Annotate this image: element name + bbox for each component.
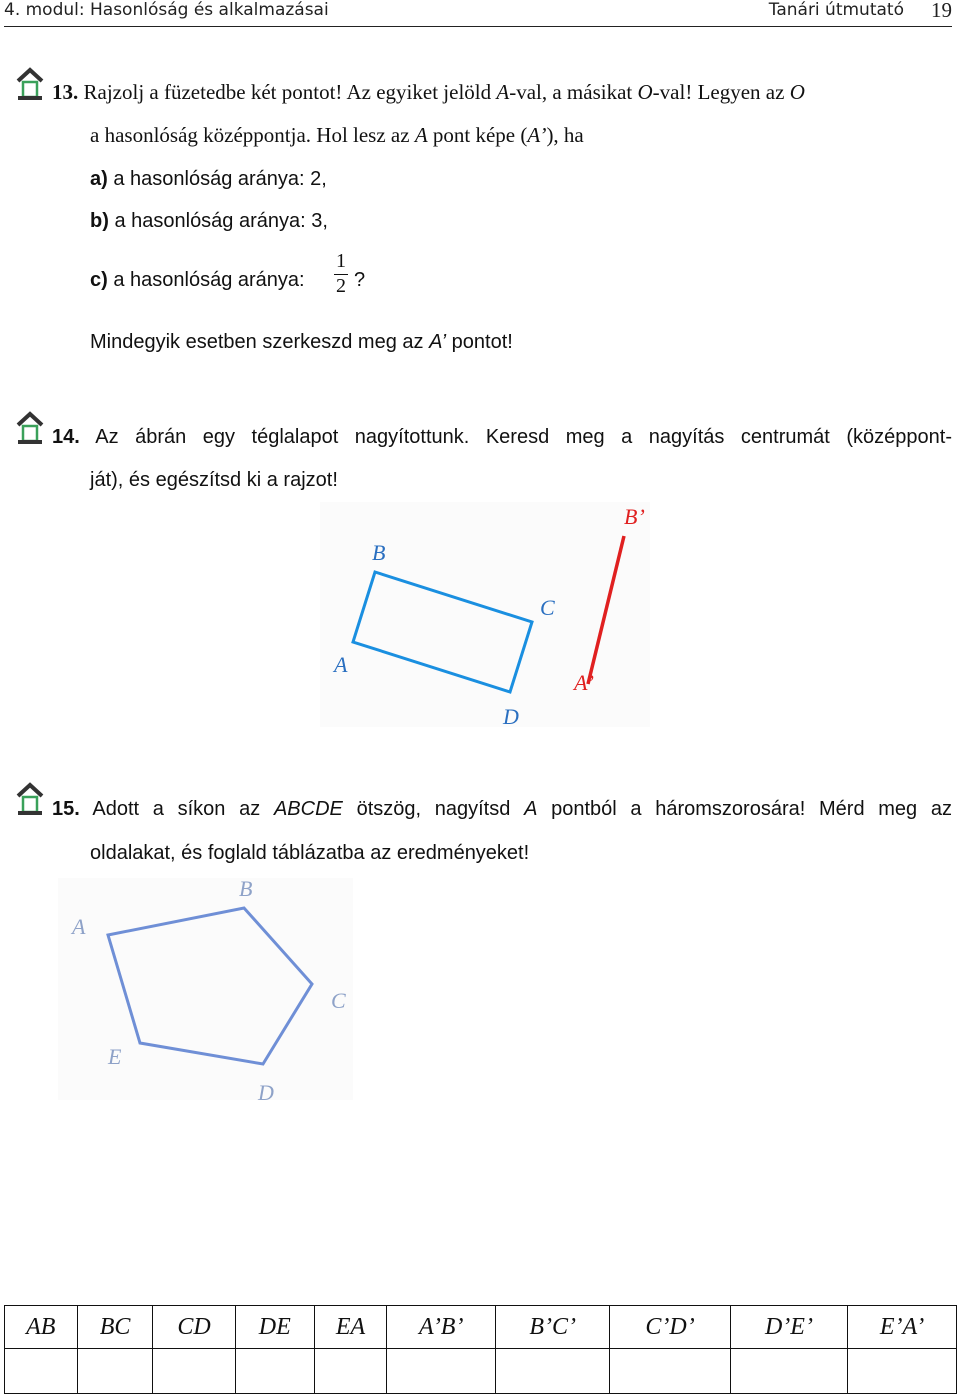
task13-line1 xyxy=(52,79,805,105)
item-text-c: a hasonlóság aránya: xyxy=(107,269,305,291)
table-cell[interactable] xyxy=(77,1349,153,1394)
table-header-cell: EA xyxy=(314,1306,387,1349)
task14-line1 xyxy=(52,424,952,450)
task13-text: a hasonlóság középpontja. Hol lesz az xyxy=(90,123,415,147)
label-a: A xyxy=(72,914,86,939)
table-cell[interactable] xyxy=(153,1349,235,1394)
item-label-a: a) xyxy=(90,168,108,190)
table-cell[interactable] xyxy=(848,1349,957,1394)
item-label-c: c) xyxy=(90,269,108,291)
task13-text: Mindegyik esetben szerkeszd meg az xyxy=(90,331,430,353)
item-text-a: a hasonlóság aránya: 2, xyxy=(107,168,327,190)
item-text-b: a hasonlóság aránya: 3, xyxy=(108,210,328,232)
point-a-prime-ref: A’ xyxy=(527,123,547,147)
table-cell[interactable] xyxy=(610,1349,731,1394)
task13-a xyxy=(90,166,327,192)
house-icon xyxy=(14,67,46,101)
table-header-cell: BC xyxy=(77,1306,153,1349)
label-b-prime: B’ xyxy=(624,504,645,529)
task15-text: Adott a síkon az xyxy=(79,798,274,820)
task14-line2: ját), és egészítsd ki a rajzot! xyxy=(90,469,338,491)
point-a-prime-ref: A’ xyxy=(429,331,447,353)
label-d: D xyxy=(503,704,519,727)
table-cell[interactable] xyxy=(235,1349,314,1394)
label-e: E xyxy=(108,1044,122,1069)
task13-last-line xyxy=(90,329,513,355)
task15-line2: oldalakat, és foglald táblázatba az eredményeket! xyxy=(90,842,530,864)
point-o-ref: O xyxy=(637,80,653,104)
table-header-row xyxy=(5,1306,957,1349)
task13-text: -val! Legyen az xyxy=(652,80,790,104)
task13-text: -val, a másikat xyxy=(509,80,638,104)
task15-line1 xyxy=(52,796,952,822)
house-icon xyxy=(14,411,46,445)
table-header-cell: E’A’ xyxy=(848,1306,957,1349)
point-a-ref: A xyxy=(496,80,510,104)
question-mark: ? xyxy=(354,269,366,291)
results-table xyxy=(4,1305,957,1394)
label-b: B xyxy=(372,540,386,565)
table-cell[interactable] xyxy=(496,1349,610,1394)
task13-text: ), ha xyxy=(546,123,584,147)
table-cell[interactable] xyxy=(387,1349,496,1394)
figure-background xyxy=(320,502,650,727)
task15-text: ötszög, nagyítsd xyxy=(342,798,525,820)
table-cell[interactable] xyxy=(730,1349,847,1394)
table-header-cell: DE xyxy=(235,1306,314,1349)
point-a-ref: A xyxy=(414,123,428,147)
table-header-cell: A’B’ xyxy=(387,1306,496,1349)
page-number: 19 xyxy=(931,0,952,22)
pentagon-ref: ABCDE xyxy=(273,798,343,820)
table-header-cell: D’E’ xyxy=(730,1306,847,1349)
label-a-prime: A’ xyxy=(574,670,594,695)
task13-text: Rajzolj a füzetedbe két pontot! Az egyiket jelöld xyxy=(78,80,497,104)
guide-title: Tanári útmutató xyxy=(768,0,904,20)
point-a-ref: A xyxy=(524,798,538,820)
label-c: C xyxy=(331,988,346,1013)
task13-b xyxy=(90,208,328,234)
fraction-one-half xyxy=(330,250,352,297)
fraction-denominator: 2 xyxy=(336,275,346,297)
table-header-cell: CD xyxy=(153,1306,235,1349)
task13-c xyxy=(90,267,305,293)
task13-text: pontot! xyxy=(446,331,513,353)
task14-text: Az ábrán egy téglalapot nagyítottunk. Keresd meg a nagyítás centrumát (középpont- xyxy=(79,426,952,448)
task15-text: pontból a háromszorosára! Mérd meg az xyxy=(537,798,952,820)
table-row xyxy=(5,1349,957,1394)
label-a: A xyxy=(334,652,348,677)
table-header-cell: C’D’ xyxy=(610,1306,731,1349)
label-c: C xyxy=(540,595,555,620)
table-cell[interactable] xyxy=(5,1349,78,1394)
house-icon xyxy=(14,782,46,816)
fraction-numerator: 1 xyxy=(336,250,346,272)
table-cell[interactable] xyxy=(314,1349,387,1394)
task15-number: 15. xyxy=(52,798,80,820)
pentagon-figure xyxy=(58,878,353,1100)
task14-number: 14. xyxy=(52,426,80,448)
item-label-b: b) xyxy=(90,210,109,232)
point-o-ref: O xyxy=(789,80,805,104)
task13-text: pont képe ( xyxy=(427,123,528,147)
rectangle-figure xyxy=(320,502,650,727)
task13-line2 xyxy=(90,122,584,148)
task13-number: 13. xyxy=(52,80,79,104)
table-header-cell: B’C’ xyxy=(496,1306,610,1349)
table-header-cell: AB xyxy=(5,1306,78,1349)
page-header xyxy=(4,0,952,27)
label-d: D xyxy=(258,1080,274,1100)
label-b: B xyxy=(239,878,253,901)
module-title: 4. modul: Hasonlóság és alkalmazásai xyxy=(4,0,329,20)
